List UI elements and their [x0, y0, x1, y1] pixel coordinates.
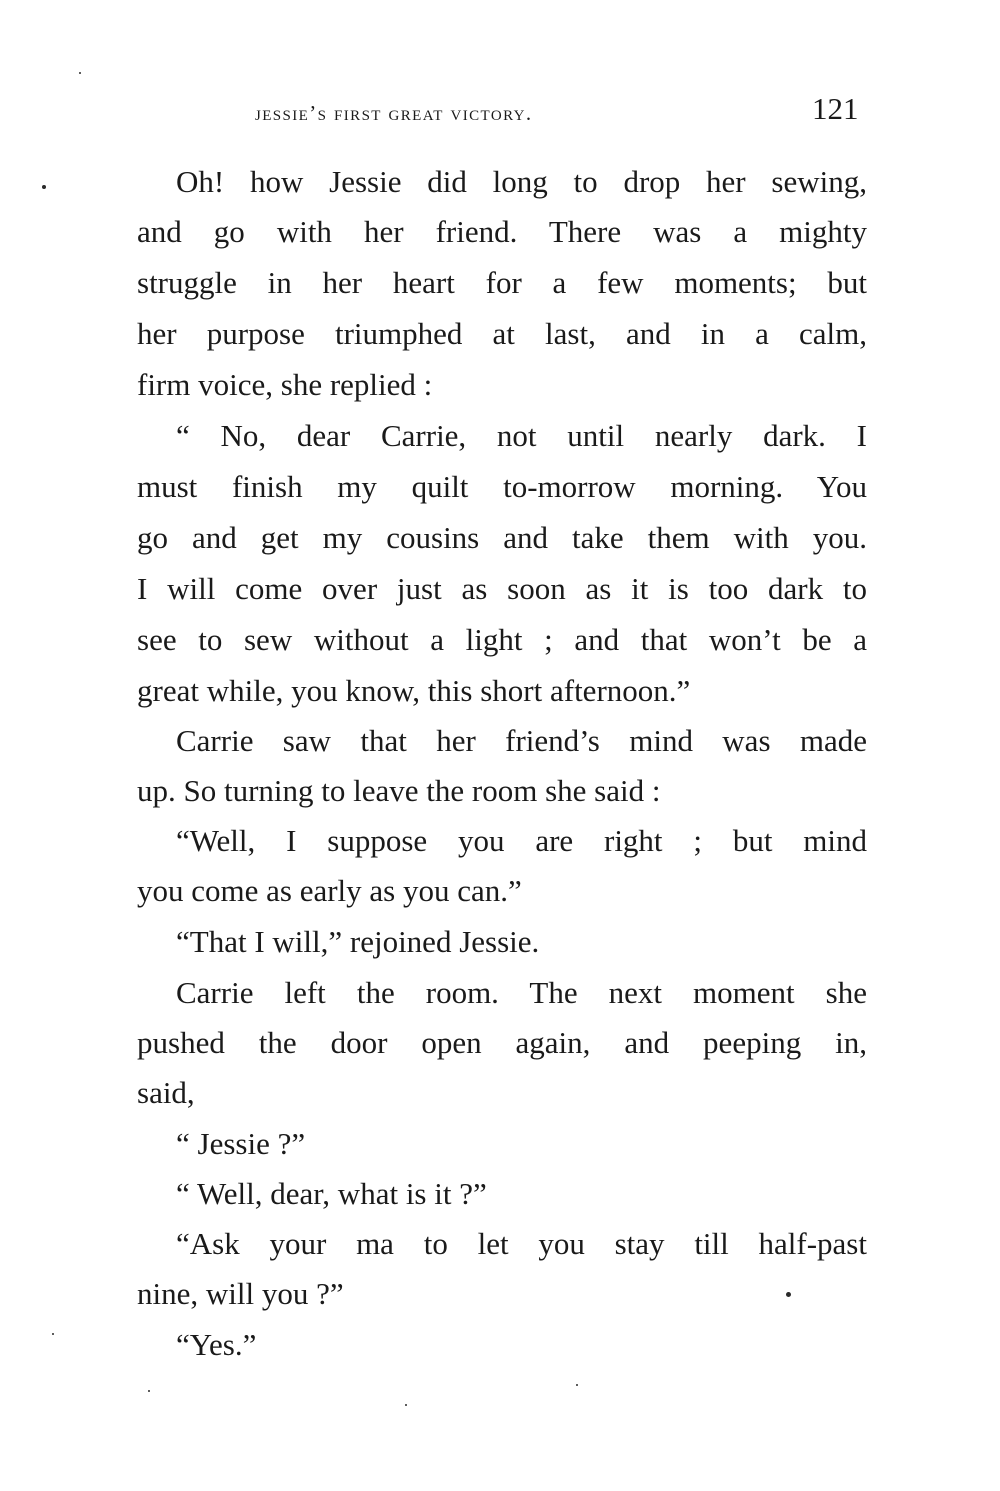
- print-speck: [52, 1333, 54, 1335]
- text-line: nine, will you ?”: [137, 1276, 344, 1311]
- text-line: up. So turning to leave the room she said :: [137, 773, 661, 808]
- text-line: Carrie left the room. The next moment she: [176, 975, 867, 1010]
- text-line: her purpose triumphed at last, and in a calm,: [137, 316, 867, 351]
- text-line: “Well, I suppose you are right ; but mind: [176, 823, 867, 858]
- text-line: see to sew without a light ; and that won’t be a: [137, 622, 867, 657]
- text-line: go and get my cousins and take them with you.: [137, 520, 867, 555]
- text-line: must finish my quilt to-morrow morning. You: [137, 469, 867, 504]
- text-line: you come as early as you can.”: [137, 873, 522, 908]
- text-line: I will come over just as soon as it is too dark to: [137, 571, 867, 606]
- text-line: struggle in her heart for a few moments; but: [137, 265, 867, 300]
- text-line: “Ask your ma to let you stay till half-past: [176, 1226, 867, 1261]
- print-speck: [405, 1404, 407, 1406]
- text-line: Carrie saw that her friend’s mind was made: [176, 723, 867, 758]
- page-number: 121: [812, 91, 859, 126]
- print-speck: [786, 1292, 791, 1297]
- print-speck: [42, 185, 46, 189]
- text-line: and go with her friend. There was a mighty: [137, 214, 867, 249]
- text-line: “ Well, dear, what is it ?”: [176, 1176, 487, 1211]
- text-line: “That I will,” rejoined Jessie.: [176, 924, 540, 959]
- print-speck: [148, 1390, 150, 1392]
- text-line: Oh! how Jessie did long to drop her sewing,: [176, 164, 867, 199]
- running-head: jessie’s first great victory.: [255, 101, 533, 125]
- text-line: pushed the door open again, and peeping in,: [137, 1025, 867, 1060]
- print-speck: [79, 72, 81, 74]
- text-line: “ No, dear Carrie, not until nearly dark. I: [176, 418, 867, 453]
- text-line: “ Jessie ?”: [176, 1126, 306, 1161]
- print-speck: [576, 1384, 578, 1386]
- text-line: firm voice, she replied :: [137, 367, 433, 402]
- text-line: “Yes.”: [176, 1327, 257, 1362]
- text-line: great while, you know, this short afternoon.”: [137, 673, 691, 708]
- text-line: said,: [137, 1075, 195, 1110]
